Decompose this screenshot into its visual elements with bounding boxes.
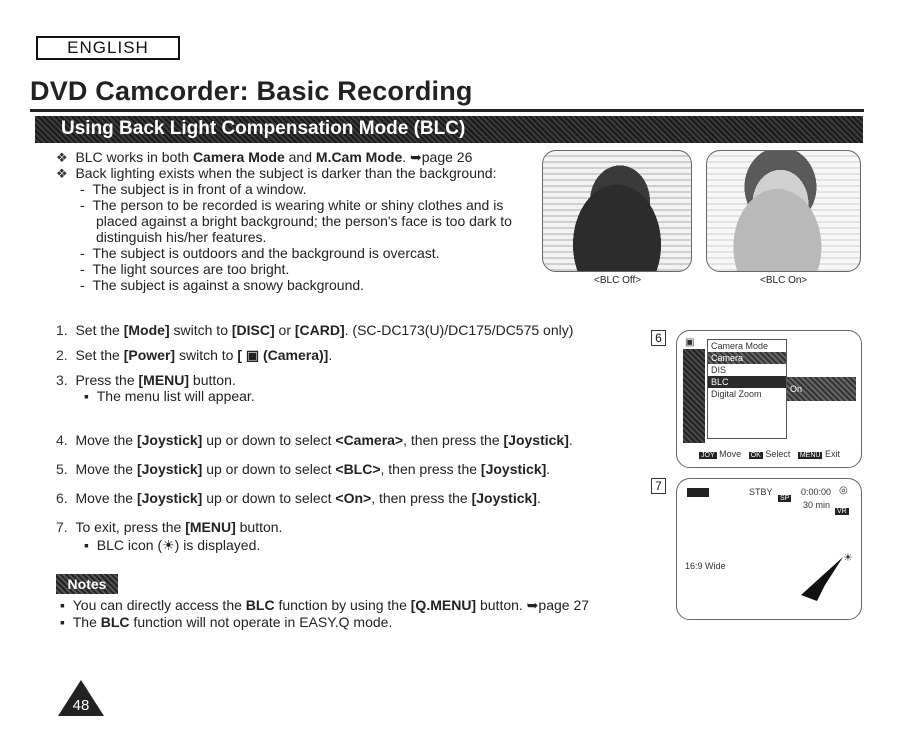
blc-off-caption: <BLC Off> (594, 275, 642, 286)
step-6: 6. Move the [Joystick] up or down to select <On>, then press the [Joystick]. (56, 490, 541, 506)
timecode: 0:00:00 (801, 487, 832, 497)
step-7-sub: ▪ BLC icon (☀) is displayed. (84, 537, 261, 553)
diamond-bullet-icon: ❖ (56, 166, 68, 181)
page-number: 48 (72, 697, 90, 714)
viewfinder-screen (676, 478, 862, 620)
intro-bullet-2 (56, 165, 496, 182)
intro-sub-4: - The light sources are too bright. (80, 261, 290, 277)
intro-sub-1: - The subject is in front of a window. (80, 181, 307, 197)
step-3-sub: ▪ The menu list will appear. (84, 388, 255, 404)
intro-text: BLC works in both (75, 149, 193, 165)
square-bullet-icon: ▪ (60, 614, 65, 630)
blc-off-photo (542, 150, 692, 272)
diamond-bullet-icon: ❖ (56, 150, 68, 165)
step-4: 4. Move the [Joystick] up or down to select <Camera>, then press the [Joystick]. (56, 432, 573, 448)
vr-badge: VR (837, 508, 847, 515)
intro-bullet-1 (56, 149, 472, 166)
square-bullet-icon: ▪ (84, 388, 89, 404)
menu-item-dis[interactable]: DIS (711, 365, 727, 375)
intro-text: . ➥page 26 (402, 149, 473, 165)
battery-icon (687, 488, 709, 497)
intro-text: Back lighting exists when the subject is darker than the background: (75, 165, 497, 181)
figure-number: 6 (651, 330, 666, 346)
intro-sub-3: - The subject is outdoors and the background is overcast. (80, 245, 440, 261)
disc-icon: ◎ (839, 485, 848, 496)
quality-badge: SP (780, 495, 790, 502)
camera-mode-icon: ▣ (685, 337, 695, 348)
step-5: 5. Move the [Joystick] up or down to select <BLC>, then press the [Joystick]. (56, 461, 551, 477)
step-7: 7. To exit, press the [MENU] button. (56, 519, 283, 535)
intro-sub-5: - The subject is against a snowy background. (80, 277, 365, 293)
blc-on-caption: <BLC On> (760, 275, 808, 286)
menu-item-blc[interactable]: BLC (708, 376, 786, 388)
intro-sub-2: - The person to be recorded is wearing white or shiny clothes and is (80, 197, 504, 213)
stby-status: STBY (749, 487, 773, 497)
step-3: 3. Press the [MENU] button. (56, 372, 236, 388)
title-divider (30, 109, 864, 112)
intro-text: and (284, 149, 316, 165)
step-2: 2. Set the [Power] switch to [ ▣ (Camera)]. (56, 347, 333, 363)
step-1: 1. Set the [Mode] switch to [DISC] or [CARD]. (SC-DC173(U)/DC175/DC575 only) (56, 322, 574, 338)
intro-bold: Camera Mode (192, 149, 285, 165)
page-title: DVD Camcorder: Basic Recording (30, 76, 473, 106)
remaining-time: 30 min (803, 500, 831, 510)
language-label: ENGLISH (36, 36, 180, 60)
aspect-ratio: 16:9 Wide (685, 561, 726, 571)
intro-bold: M.Cam Mode (315, 149, 403, 165)
menu-item-camera[interactable]: Camera (708, 352, 786, 364)
ok-icon: OK (750, 452, 761, 459)
section-header (35, 116, 863, 143)
note-2: ▪ The BLC function will not operate in EASY.Q mode. (60, 614, 393, 630)
menu-title: Camera Mode (711, 341, 769, 351)
menu-category-icons (683, 349, 705, 443)
blc-icon: ☀ (843, 552, 853, 564)
joystick-icon: JOY (701, 452, 715, 459)
menu-item-digital-zoom[interactable]: Digital Zoom (711, 389, 762, 399)
notes-badge: Notes (56, 574, 118, 594)
menu-screen (676, 330, 862, 468)
blc-value-on[interactable]: On (787, 377, 856, 401)
intro-sub-2-cont: distinguish his/her features. (96, 229, 267, 245)
section-title: Using Back Light Compensation Mode (BLC) (61, 118, 466, 139)
menu-icon: MENU (799, 452, 821, 459)
menu-list (707, 339, 787, 439)
square-bullet-icon: ▪ (84, 537, 89, 553)
figure-number: 7 (651, 478, 666, 494)
menu-footer: JOY Move OK Select MENU Exit (701, 449, 840, 459)
intro-sub-2-cont: placed against a bright background; the person's face is too dark to (96, 213, 512, 229)
square-bullet-icon: ▪ (60, 597, 65, 613)
blc-pointer-arrow-icon (795, 555, 845, 603)
note-1: ▪ You can directly access the BLC function by using the [Q.MENU] button. ➥page 27 (60, 597, 590, 613)
blc-on-photo (706, 150, 861, 272)
